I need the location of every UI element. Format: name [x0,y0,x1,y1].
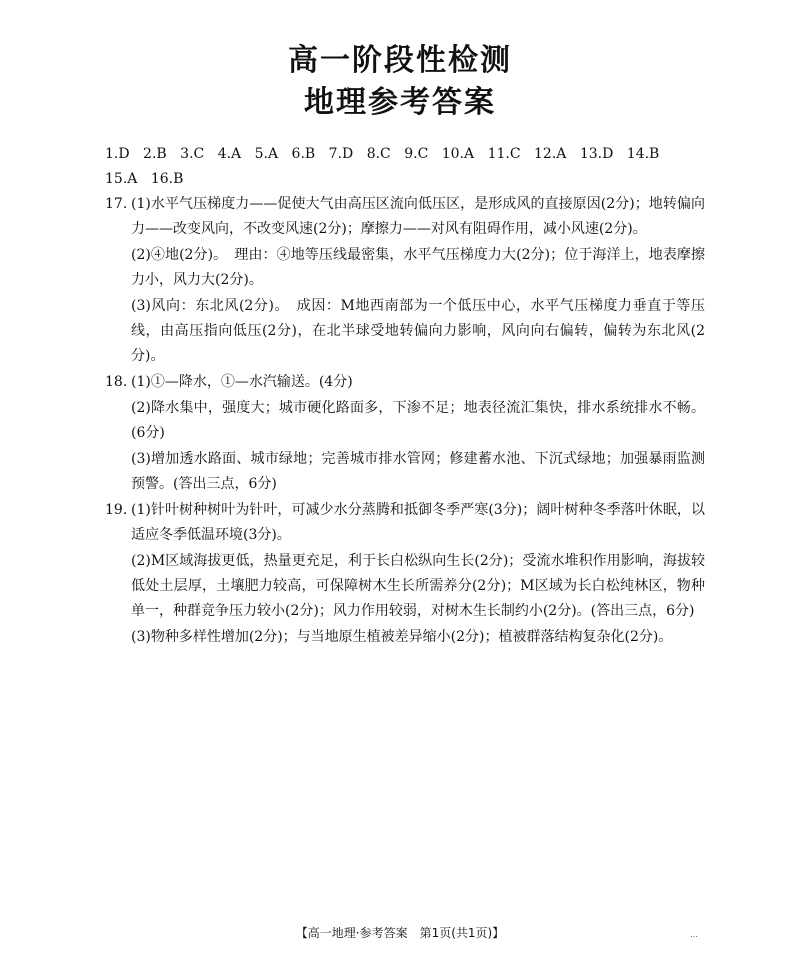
q18-part-3: (3)增加透水路面、城市绿地；完善城市排水管网；修建蓄水池、下沉式绿地；加强暴雨监测预警。(答出三点，6分) [131,451,705,492]
mc-answer: 14.B [626,146,660,162]
mc-answer: 13.D [579,146,614,162]
q18-part-2: (2)降水集中，强度大；城市硬化路面多，下渗不足；地表径流汇集快，排水系统排水不畅。(6分) [131,400,705,441]
corner-mark: … [690,930,698,939]
page-title: 高一阶段性检测 [288,43,512,78]
mc-answer: 2.B [143,146,167,162]
question-17 [105,192,705,369]
question-number: 18. [105,374,128,390]
mc-answer: 15.A [105,171,138,187]
mc-answer: 16.B [150,171,184,187]
mc-answer: 1.D [105,146,130,162]
mc-answer: 4.A [217,146,242,162]
q18-part-1: (1)①—降水，①—水汽输送。(4分) [131,374,353,390]
mc-answer: 11.C [487,146,521,162]
page-footer: 【高一地理·参考答案 第1页(共1页)】 [295,926,505,940]
mc-answer: 5.A [254,146,279,162]
answer-content [105,142,705,651]
q19-part-1: (1)针叶树种树叶为针叶，可减少水分蒸腾和抵御冬季严寒(3分)；阔叶树种冬季落叶休眠，以适应冬季低温环境(3分)。 [131,502,705,543]
q19-part-2: (2)M区域海拔更低，热量更充足，利于长白松纵向生长(2分)；受流水堆积作用影响，海拔较低处土层厚，土壤肥力较高，可保障树木生长所需养分(2分)；M区域为长白松纯林区，物种单一，种群竞争压力较小(2分)；风力作用较弱，对树木生长制约小(2分)。(答出三点，6分) [131,553,705,619]
mc-answer: 7.D [328,146,354,162]
mc-answer: 9.C [404,146,429,162]
mc-answer: 6.B [291,146,316,162]
q17-part-1: (1)水平气压梯度力——促使大气由高压区流向低压区，是形成风的直接原因(2分)；地转偏向力——改变风向，不改变风速(2分)；摩擦力——对风有阻碍作用，减小风速(2分)。 [131,196,705,237]
mc-answer: 10.A [441,146,475,162]
question-19 [105,498,705,650]
title-block [0,40,800,124]
mc-answer: 3.C [180,146,205,162]
mc-answer: 12.A [534,146,567,162]
q17-part-3: (3)风向：东北风(2分)。 成因：M地西南部为一个低压中心，水平气压梯度力垂直于等压线，由高压指向低压(2分)，在北半球受地转偏向力影响，风向向右偏转，偏转为东北风(2分)。 [131,298,705,364]
q19-part-3: (3)物种多样性增加(2分)；与当地原生植被差异缩小(2分)；植被群落结构复杂化(2分)。 [131,629,673,645]
question-number: 17. [105,196,128,212]
question-number: 19. [105,502,128,518]
mc-answers-row-2 [105,167,705,192]
mc-answer: 8.C [366,146,391,162]
question-18 [105,370,705,497]
mc-answers-row-1 [105,142,705,167]
page-subtitle: 地理参考答案 [304,85,496,120]
q17-part-2: (2)④地(2分)。 理由：④地等压线最密集，水平气压梯度力大(2分)；位于海洋上，地表摩擦力小，风力大(2分)。 [131,247,705,288]
